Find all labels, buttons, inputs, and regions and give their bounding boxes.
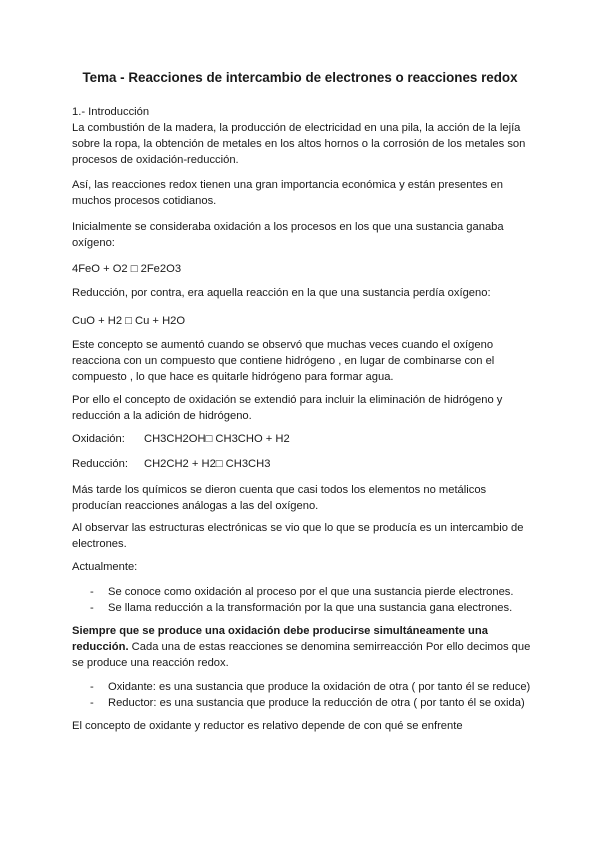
paragraph-line: Este concepto se aumentó cuando se observó que muchas veces cuando el oxígeno xyxy=(72,339,494,351)
intro-line: procesos de oxidación-reducción. xyxy=(72,154,239,166)
paragraph-reduccion: Reducción, por contra, era aquella reacción en la que una sustancia perdía oxígeno: xyxy=(72,287,491,299)
paragraph-line: oxígeno: xyxy=(72,237,115,249)
intro-line: sobre la ropa, la obtención de metales en los altos hornos o la corrosión de los metales son xyxy=(72,138,526,150)
actualmente-label: Actualmente: xyxy=(72,561,138,573)
equation-2: CuO + H2 □ Cu + H2O xyxy=(72,315,186,327)
bold-text: reducción. xyxy=(72,641,129,653)
reduction-equation: CH2CH2 + H2□ CH3CH3 xyxy=(144,458,271,470)
paragraph-line: electrones. xyxy=(72,538,127,550)
paragraph-quimicos xyxy=(72,482,532,514)
intro-heading: 1.- Introducción xyxy=(72,106,150,118)
paragraph-inicial xyxy=(72,219,532,251)
paragraph-extendio xyxy=(72,392,532,424)
paragraph-asi xyxy=(72,177,532,209)
list-bullet: - xyxy=(90,681,94,693)
paragraph-line: Más tarde los químicos se dieron cuenta que casi todos los elementos no metálicos xyxy=(72,484,487,496)
paragraph-line: Por ello el concepto de oxidación se extendió para incluir la eliminación de hidrógeno y xyxy=(72,394,503,406)
list-bullet: - xyxy=(90,586,94,598)
paragraph-observar xyxy=(72,520,532,552)
paragraph-line: Al observar las estructuras electrónicas se vio que lo que se producía es un intercambio de xyxy=(72,522,524,534)
list-item: Oxidante: es una sustancia que produce la oxidación de otra ( por tanto él se reduce) xyxy=(108,681,531,693)
list-item: Se conoce como oxidación al proceso por el que una sustancia pierde electrones. xyxy=(108,586,514,598)
paragraph-line: se produce una reacción redox. xyxy=(72,657,229,669)
paragraph-line: Así, las reacciones redox tienen una gran importancia económica y están presentes en xyxy=(72,179,503,191)
paragraph-line: muchos procesos cotidianos. xyxy=(72,195,217,207)
paragraph-final: El concepto de oxidante y reductor es relativo depende de con qué se enfrente xyxy=(72,720,463,732)
page-title: Tema - Reacciones de intercambio de electrones o reacciones redox xyxy=(82,70,518,85)
paragraph-line: Inicialmente se consideraba oxidación a los procesos en los que una sustancia ganaba xyxy=(72,221,504,233)
paragraph-text: Cada una de estas reacciones se denomina semirreacción Por ello decimos que xyxy=(128,641,531,653)
paragraph-simultanea xyxy=(72,623,532,671)
bold-line: Siempre que se produce una oxidación debe producirse simultáneamente una xyxy=(72,625,488,637)
list-item: Se llama reducción a la transformación por la que una sustancia gana electrones. xyxy=(108,602,513,614)
list-bullet: - xyxy=(90,697,94,709)
oxidation-equation: CH3CH2OH□ CH3CHO + H2 xyxy=(144,433,290,445)
paragraph-line: reducción a la adición de hidrógeno. xyxy=(72,410,252,422)
paragraph-line: compuesto , lo que hace es quitarle hidrógeno para formar agua. xyxy=(72,371,394,383)
reduction-label: Reducción: xyxy=(72,458,128,470)
list-bullet: - xyxy=(90,602,94,614)
equation-1: 4FeO + O2 □ 2Fe2O3 xyxy=(72,263,182,275)
intro-line: La combustión de la madera, la producción de electricidad en una pila, la acción de la lejía xyxy=(72,122,521,134)
paragraph-concepto xyxy=(72,337,532,385)
oxidation-label: Oxidación: xyxy=(72,433,125,445)
paragraph-line: reacciona con un compuesto que contiene hidrógeno , en lugar de combinarse con el xyxy=(72,355,495,367)
intro-section xyxy=(72,104,532,168)
paragraph-line: producían reacciones análogas a las del oxígeno. xyxy=(72,500,319,512)
list-item: Reductor: es una sustancia que produce la reducción de otra ( por tanto él se oxida) xyxy=(108,697,525,709)
